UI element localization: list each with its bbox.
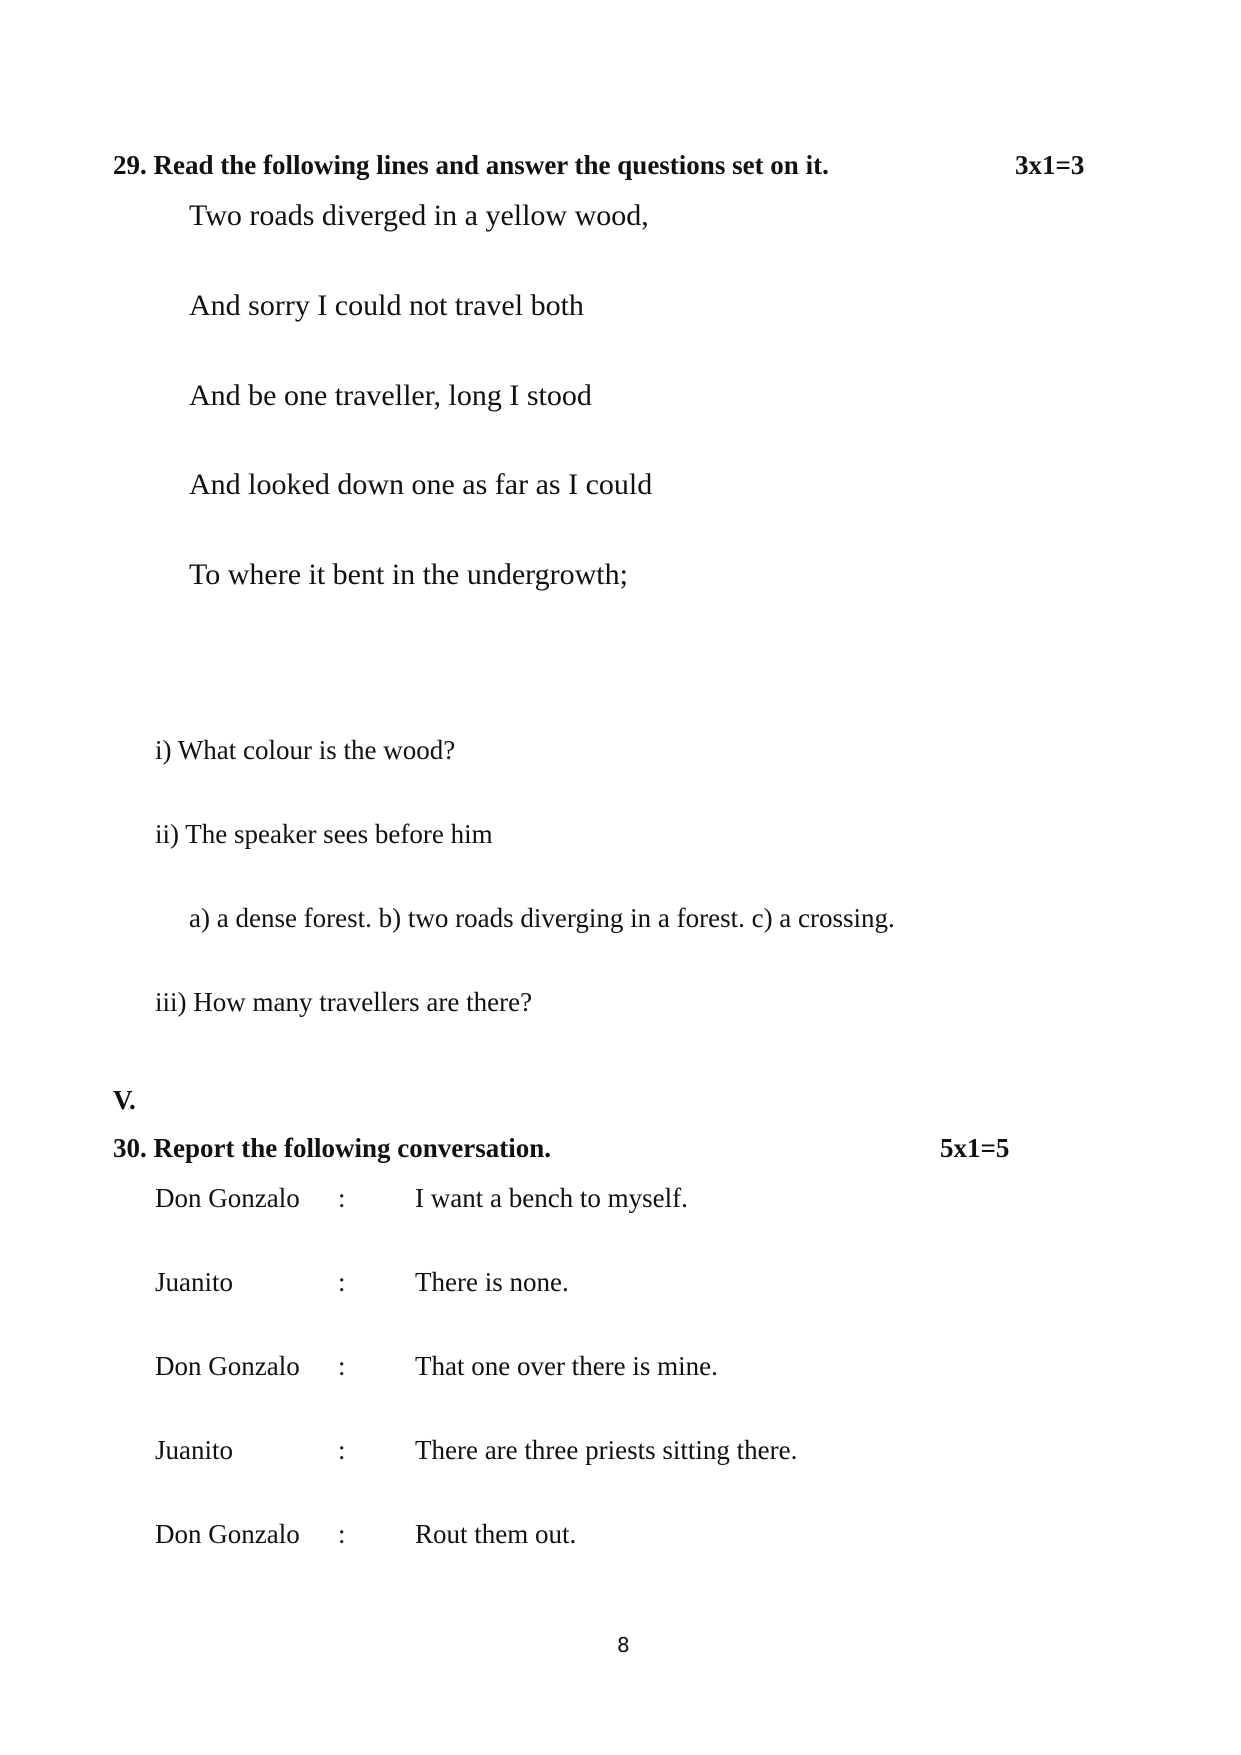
dialogue-line: That one over there is mine. [415,1351,718,1381]
dialogue-line: I want a bench to myself. [415,1183,688,1213]
poem-line: And looked down one as far as I could [189,468,653,501]
poem-line: And sorry I could not travel both [189,289,584,322]
section-label: V. [113,1085,136,1115]
dialogue-line: There are three priests sitting there. [415,1435,798,1465]
dialogue-colon: : [338,1519,346,1549]
page-number: 8 [617,1633,630,1657]
dialogue-line: There is none. [415,1267,569,1297]
dialogue-speaker: Juanito [155,1267,233,1297]
poem-line: Two roads diverged in a yellow wood, [189,199,649,232]
dialogue-line: Rout them out. [415,1519,577,1549]
dialogue-colon: : [338,1183,346,1213]
dialogue-speaker: Don Gonzalo [155,1519,300,1549]
dialogue-speaker: Juanito [155,1435,233,1465]
question-29-ii-options: a) a dense forest. b) two roads diverging in a forest. c) a crossing. [189,903,895,933]
question-29-iii: iii) How many travellers are there? [155,987,533,1017]
poem-line: And be one traveller, long I stood [189,379,592,412]
dialogue-speaker: Don Gonzalo [155,1183,300,1213]
dialogue-colon: : [338,1351,346,1381]
question-29-i: i) What colour is the wood? [155,735,456,765]
question-29-heading: 29. Read the following lines and answer the questions set on it. [113,150,829,180]
question-29-ii: ii) The speaker sees before him [155,819,493,849]
question-29-marks: 3x1=3 [1015,150,1085,180]
dialogue-colon: : [338,1435,346,1465]
question-30-heading: 30. Report the following conversation. [113,1133,551,1163]
dialogue-colon: : [338,1267,346,1297]
poem-line: To where it bent in the undergrowth; [189,558,628,591]
question-30-marks: 5x1=5 [940,1133,1010,1163]
dialogue-speaker: Don Gonzalo [155,1351,300,1381]
